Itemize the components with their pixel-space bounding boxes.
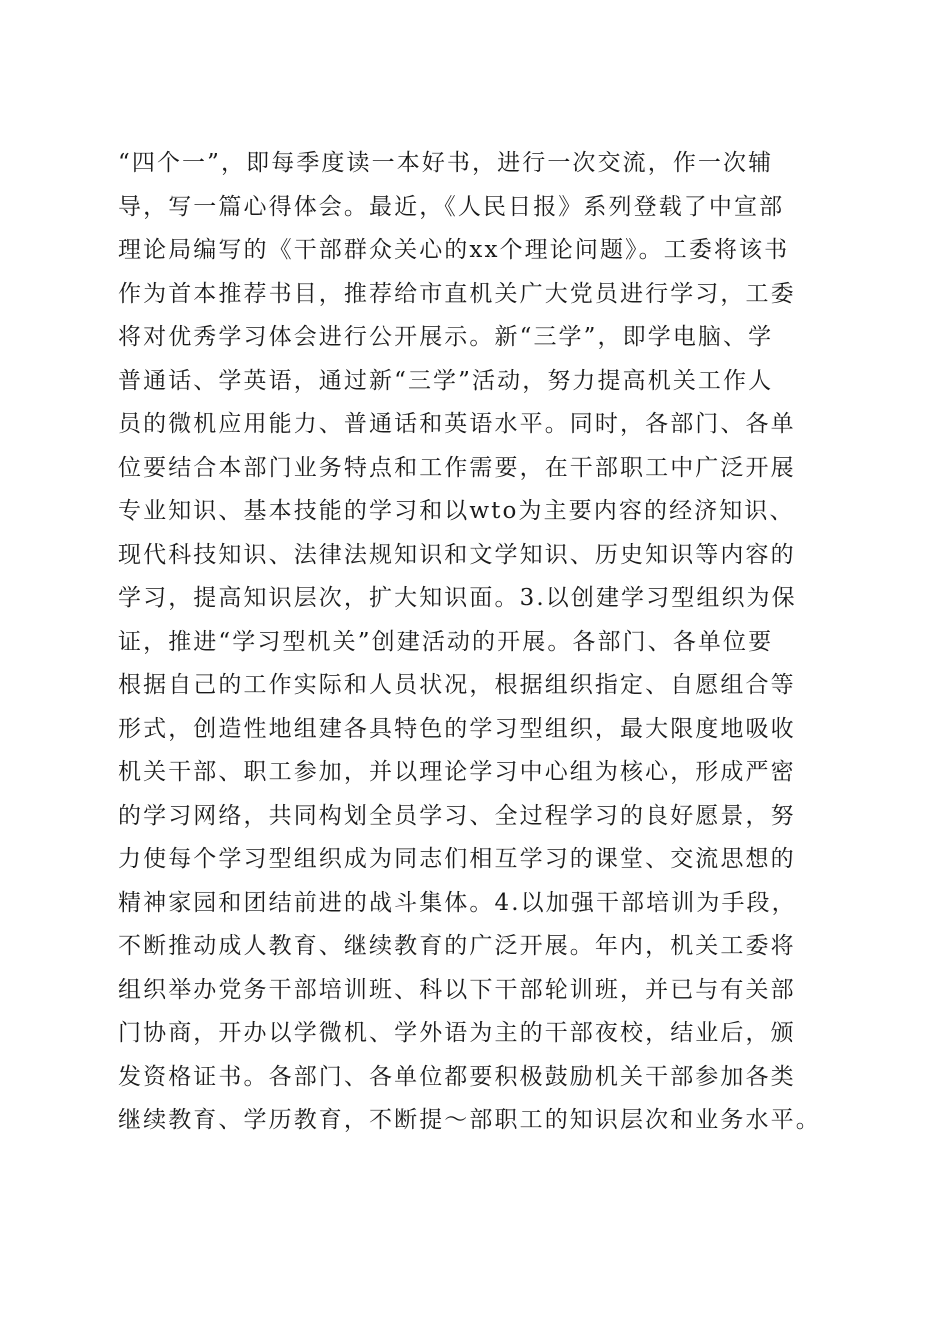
text-line: 员的微机应用能力、普通话和英语水平。同时，各部门、各单 <box>118 411 796 437</box>
text-line: 作为首本推荐书目，推荐给市直机关广大党员进行学习，工委 <box>118 280 796 307</box>
text-line: 根据自己的工作实际和人员状况，根据组织指定、自愿组合等 <box>118 672 796 698</box>
text-line: 机关干部、职工参加，并以理论学习中心组为核心，形成严密 <box>118 759 796 785</box>
body-paragraph <box>118 142 838 1143</box>
text-line: 现代科技知识、法律法规知识和文学知识、历史知识等内容的 <box>118 541 796 568</box>
text-line: 不断推动成人教育、继续教育的广泛开展。年内，机关工委将 <box>118 933 796 959</box>
text-line: 普通话、学英语，通过新“三学”活动，努力提高机关工作人 <box>118 367 774 394</box>
text-line: 继续教育、学历教育，不断提～部职工的知识层次和业务水平。 <box>118 1107 821 1133</box>
text-line: 理论局编写的《干部群众关心的xx个理论问题》。工委将该书 <box>118 237 790 263</box>
text-line: 精神家园和团结前进的战斗集体。4.以加强干部培训为手段， <box>118 889 797 916</box>
text-line: 学习，提高知识层次，扩大知识面。3.以创建学习型组织为保 <box>118 585 797 611</box>
text-line: 的学习网络，共同构划全员学习、全过程学习的良好愿景，努 <box>118 802 796 829</box>
text-line: 位要结合本部门业务特点和工作需要，在干部职工中广泛开展 <box>118 454 796 481</box>
text-line: 导，写一篇心得体会。最近，《人民日报》系列登载了中宣部 <box>118 193 785 220</box>
text-line: 发资格证书。各部门、各单位都要积极鼓励机关干部参加各类 <box>118 1063 796 1090</box>
text-line: 证，推进“学习型机关”创建活动的开展。各部门、各单位要 <box>118 628 774 655</box>
text-line: 力使每个学习型组织成为同志们相互学习的课堂、交流思想的 <box>118 846 796 872</box>
text-line: 组织举办党务干部培训班、科以下干部轮训班，并已与有关部 <box>118 976 796 1003</box>
text-line: 专业知识、基本技能的学习和以wto为主要内容的经济知识、 <box>118 498 795 524</box>
text-line: 形式，创造性地组建各具特色的学习型组织，最大限度地吸收 <box>118 715 796 742</box>
text-line: 门协商，开办以学微机、学外语为主的干部夜校，结业后，颁 <box>118 1020 796 1046</box>
text-line: 将对优秀学习体会进行公开展示。新“三学”，即学电脑、学 <box>118 324 774 350</box>
text-line: “四个一”，即每季度读一本好书，进行一次交流，作一次辅 <box>118 150 774 176</box>
